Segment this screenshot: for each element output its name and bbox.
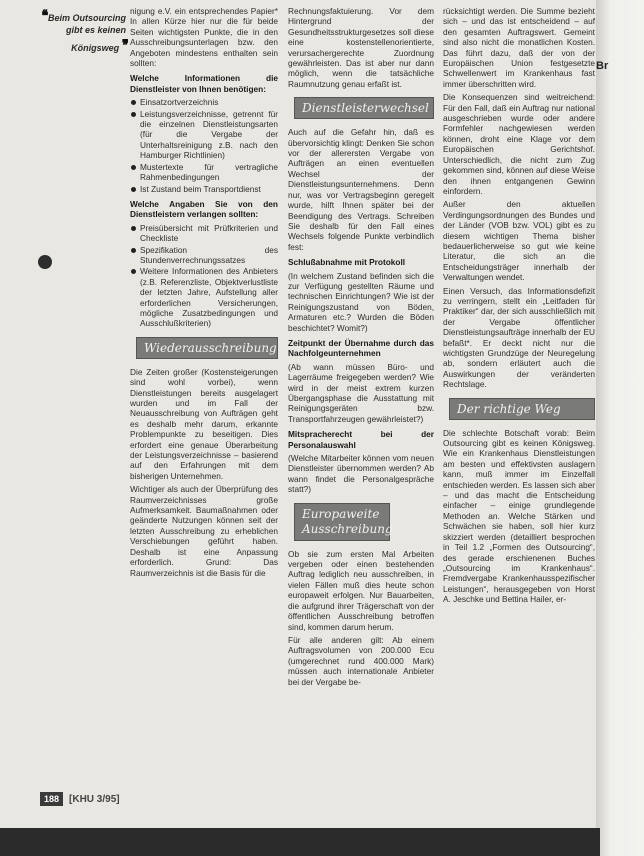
paragraph: (In welchem Zustand befinden sich die zur Verfügung gestellten Räume und technischen Einrichtungen? Wie ist der Reinigungszustand von Böden, Armaturen etc.? Wurden die Böden beschichtet? Womit?) — [288, 270, 434, 333]
page-footer — [40, 792, 120, 806]
paragraph: Einen Versuch, das Informationsdefizit zu verringern, stellt ein „Leitfaden für Praktiker“ dar, der sich ausschließlich mit der Vergabe öffentlicher Dienstleistungsaufträge innerhalb der EU befaßt*. Er deckt nicht nur die wichtigsten Grundzüge der Neuregelung ab, sondern erläutert auch die Auswirkungen der veränderten Rechtslage. — [443, 285, 595, 390]
close-quote-icon: ❜❜ — [121, 36, 126, 55]
text-column-3 — [443, 6, 595, 608]
subheading: Welche Informationen die Dienstleister von Ihnen benötigen: — [130, 73, 278, 94]
paragraph: Außer den aktuellen Verdingungsordnungen des Bundes und der Länder (VOB bzw. VOL) gibt es zu diesem wichtigen Thema bisher bedauerlicherweise so gut wie keine Literatur, die sich an die Entscheidungsträger innerhalb der Verwaltungen wendet. — [443, 199, 595, 283]
magazine-issue: [KHU 3/95] — [69, 793, 120, 805]
list-item: Ist Zustand beim Transportdienst — [130, 184, 278, 194]
paragraph: Auch auf die Gefahr hin, daß es übervorsichtig klingt: Denken Sie schon vor der allerersten Vergabe von Aufträgen an einen eventuellen Wechsel der Dienstleistungsunternehmens. Denn nur, was vor Vertragsbeginn geregelt wurde, hilft Ihnen später bei der Beendigung des Vertrags. Schreiben Sie deshalb für den Fall eines Wechsels folgende Punkte verbindlich fest: — [288, 127, 434, 252]
paragraph: rücksichtigt werden. Die Summe bezieht sich – und das ist entscheidend – auf den gesamten Auftragswert. Gemeint sind also nicht die monatlichen Kosten. Das führt dazu, daß der von der Europäischen Union festgesetzte Schwellenwert im Krankenhaus fast immer überschritten wird. — [443, 6, 595, 89]
paragraph: (Welche Mitarbeiter können vom neuen Dienstleister übernommen werden? Ab wann findet die Personalgespräche statt?) — [288, 453, 434, 495]
paragraph: Die Zeiten großer (Kostensteigerungen sind wohl vorbei), wenn Dienstleistungen bereits ausgelagert wurden und im Fall der Neuausschreibung von Aufträgen geht es deshalb mehr darum, erkannte Problempunkte zu beseitigen. Dies erfordert eine genaue Überarbeitung der Leistungsverzeichnisse – basierend auf den Erfahrungen mit dem bisherigen Unternehmen. — [130, 366, 278, 481]
list-item: Leistungsverzeichnisse, getrennt für die einzelnen Dienstleistungsarten (für die Vergabe der Unterhaltsreinigung z.B. nach den Hamburger Richtlinien) — [130, 109, 278, 161]
list-item: Einsatzortverzeichnis — [130, 97, 278, 107]
paragraph: Die schlechte Botschaft vorab: Beim Outsourcing gibt es keinen Königsweg. Wie ein Krankenhaus Dienstleistungen am besten und effektivsten auslagern kann, muß immer im Einzelfall entschieden werden. Es lassen sich aber – und das macht die Entscheidung einfacher – einige grundlegende Methoden an. Welche Stärken und Schwächen sie haben, soll hier kurz skizziert werden (detailliert besprochen in Teil 1.2 „Formen des Outsourcing“, des gerade erschienenen Buches „Outsourcing im Krankenhaus“. Fremdvergabe Krankenhausspezifischer Leistungen“, herausgegeben von Horst A. Jeschke und Bettina Hailer, er- — [443, 427, 595, 605]
subheading: Zeitpunkt der Übernahme durch das Nachfolgeunternehmen — [288, 337, 434, 359]
list-item: Weitere Informationen des Anbieters (z.B. Referenzliste, Objektverlustliste der letzten Jahre, Aufstellung aller erforderlichen Versicherungen, mögliche Zusatzbedingungen und Ausschlußkriterien) — [130, 266, 278, 328]
paragraph: Die Konsequenzen sind weitreichend: Für den Fall, daß ein Auftrag nur national ausgeschrieben wurde oder andere Formfehler nachgewiesen werden können, droht eine Klage vor dem Europäischen Gerichtshof. Unterschiedlich, die nicht zum Zug gekommen sind, können auf diese Weise den ihnen entgangenen Gewinn einfordern. — [443, 92, 595, 196]
pull-quote — [40, 6, 126, 55]
paragraph: Ob sie zum ersten Mal Arbeiten vergeben oder einen bestehenden Auftrag lediglich neu ausschreiben, in vielen Fällen muß dies heute schon europaweit erfolgen. Nur Bauarbeiten, die aufgrund ihrer Trägerschaft von der öffentlichen Ausschreibung betroffen sind, kommen darum herum. — [288, 548, 434, 632]
next-page-edge-text: Br — [596, 60, 609, 72]
text-column-2 — [288, 6, 434, 690]
open-quote-icon: ❛❛ — [41, 6, 46, 25]
list-item: Mustertexte für vertragliche Rahmenbedingungen — [130, 162, 278, 183]
text-column-1 — [130, 6, 278, 581]
paragraph: Rechnungsfaktuierung. Vor dem Hintergrund der Gesundheitsstrukturgesetzes soll diese eine kostenstellenorientierte, verursachergerechte Zuordnung gewährleisten. Das ist aber nur dann möglich, wenn die tatsächliche Raumnutzung genau erfaßt ist. — [288, 6, 434, 89]
bullet-list-requirements — [130, 97, 278, 194]
paragraph: Wichtiger als auch der Überprüfung des Raumverzeichnisses große Aufmerksamkeit. Baumaßnahmen oder geänderte Nutzungen können seit der letzten Ausschreibung zu erheblichen Verschiebungen geführt haben. Deshalb ist eine Anpassung erforderlich. Grund: Das Raumverzeichnis ist die Basis für die — [130, 484, 278, 578]
paragraph: nigung e.V. ein entsprechendes Papier* In allen Kürze hier nur die für beide Seiten wichtigsten Punkte, die in den Ausschreibungsunterlagen bzw. den Angeboten mindestens enthalten sein sollten: — [130, 6, 278, 69]
bullet-list-offers — [130, 223, 278, 329]
pull-quote-text: Beim Outsourcing gibt es keinen Königsweg — [47, 13, 126, 53]
section-heading-box: Dienstleisterwechsel — [294, 97, 434, 119]
scan-shadow — [0, 828, 600, 856]
list-item: Preisübersicht mit Prüfkriterien und Checkliste — [130, 223, 278, 244]
section-heading-box: Der richtige Weg — [449, 398, 595, 420]
page-number: 188 — [40, 792, 63, 806]
next-page-edge — [596, 0, 644, 856]
list-item: Spezifikation des Stundenverrechnungssatzes — [130, 245, 278, 266]
section-heading-box: Wiederausschreibung — [136, 337, 278, 359]
section-heading-box: Europaweite Ausschreibung — [294, 503, 390, 541]
subheading: Schlußabnahme mit Protokoll — [288, 257, 406, 268]
punch-hole — [38, 255, 52, 269]
paragraph: Für alle anderen gilt: Ab einem Auftragsvolumen von 200.000 Ecu (umgerechnet rund 400.000 Mark) müssen auch internationale Anbieter bei der Vergabe be- — [288, 634, 434, 687]
subheading: Welche Angaben Sie von den Dienstleistern verlangen sollten: — [130, 198, 278, 220]
pull-quote-column — [40, 6, 126, 55]
subheading: Mitspracherecht bei der Personalauswahl — [288, 429, 434, 450]
paragraph: (Ab wann müssen Büro- und Lagerräume freigegeben werden? Wie wird in der meist extrem kurzen Übergangsphase die Ausstattung mit Reinigungsgeräten bzw. Transportfahrzeugen gewährleistet?) — [288, 361, 434, 424]
